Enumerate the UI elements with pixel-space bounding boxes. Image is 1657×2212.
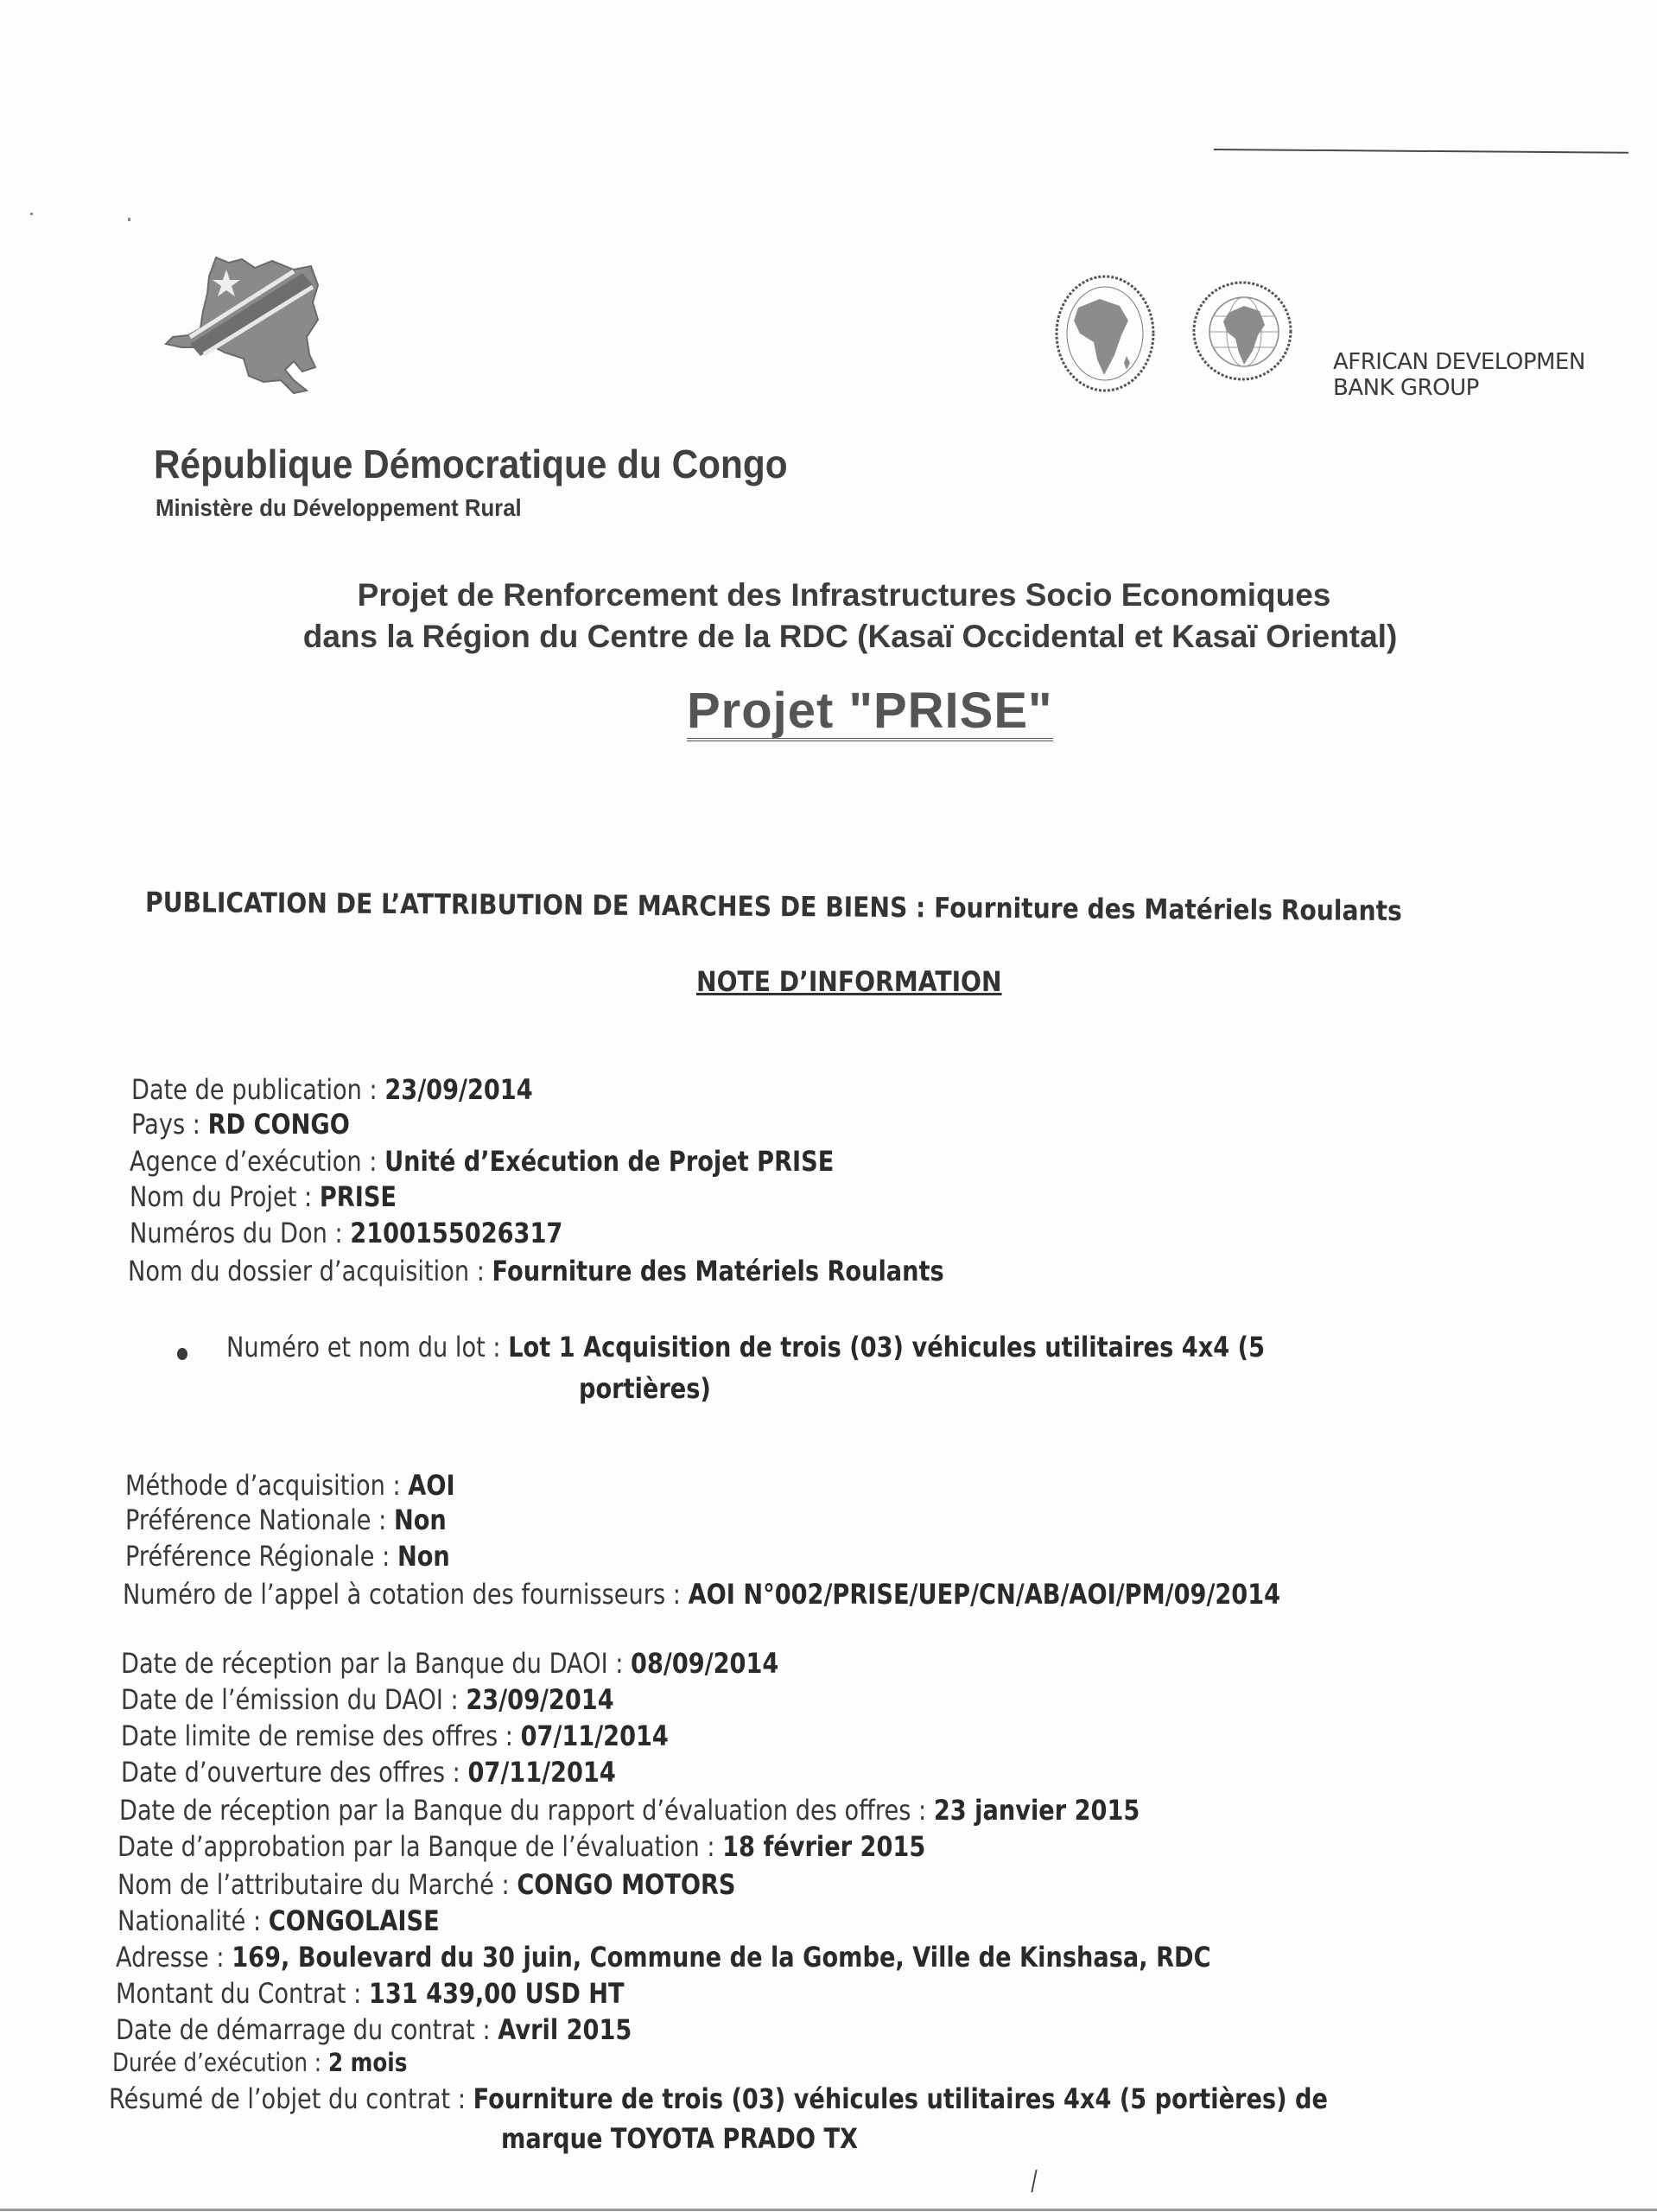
field-pays: Pays : RD CONGO <box>131 1108 350 1141</box>
project-name-heading: Projet "PRISE" <box>687 684 1053 741</box>
page-edge-rule <box>0 2209 1657 2211</box>
afdb-wordmark <box>1333 349 1585 401</box>
afdb-seal-icon <box>1052 273 1158 394</box>
field-pref-regionale: Préférence Régionale : Non <box>125 1540 450 1573</box>
ministry-name: Ministère du Développement Rural <box>156 494 522 521</box>
field-methode: Méthode d’acquisition : AOI <box>125 1469 455 1502</box>
field-nom-projet: Nom du Projet : PRISE <box>130 1180 397 1213</box>
field-numero-don: Numéros du Don : 2100155026317 <box>130 1217 563 1249</box>
field-nationalite: Nationalité : CONGOLAISE <box>117 1904 440 1937</box>
field-attributaire: Nom de l’attributaire du Marché : CONGO MOTORS <box>117 1868 736 1901</box>
scan-speck <box>30 213 33 215</box>
project-title-line1: Projet de Renforcement des Infrastructures Socio Economiques <box>357 577 1331 613</box>
field-duree: Durée d’exécution : 2 mois <box>112 2048 408 2077</box>
field-agence: Agence d’exécution : Unité d’Exécution de Projet PRISE <box>130 1145 835 1178</box>
adf-globe-seal-icon <box>1190 275 1294 387</box>
field-dossier: Nom du dossier d’acquisition : Fourniture des Matériels Roulants <box>128 1255 944 1287</box>
afdb-line2: BANK GROUP <box>1333 375 1479 401</box>
field-pref-nationale: Préférence Nationale : Non <box>125 1503 447 1536</box>
pen-mark: ⁄ <box>1027 2167 1042 2197</box>
note-title: NOTE D’INFORMATION <box>696 965 1002 998</box>
field-adresse: Adresse : 169, Boulevard du 30 juin, Commune de la Gombe, Ville de Kinshasa, RDC <box>116 1941 1211 1974</box>
field-ouverture-offres: Date d’ouverture des offres : 07/11/2014 <box>121 1756 616 1789</box>
field-lot: Numéro et nom du lot : Lot 1 Acquisition de trois (03) véhicules utilitaires 4x4 (5 <box>226 1331 1266 1363</box>
publication-title: PUBLICATION DE L’ATTRIBUTION DE MARCHES DE BIENS : Fourniture des Matériels Roulants <box>144 886 1402 928</box>
scan-speck <box>128 218 130 221</box>
field-resume: Résumé de l’objet du contrat : Fourniture de trois (03) véhicules utilitaires 4x4 (5 portières) de <box>109 2082 1328 2115</box>
drc-map-flag-icon <box>164 251 328 397</box>
afdb-line1: AFRICAN DEVELOPMEN <box>1333 349 1585 375</box>
bullet-icon <box>177 1348 187 1360</box>
field-emission-daoi: Date de l’émission du DAOI : 23/09/2014 <box>121 1683 614 1716</box>
field-numero-appel: Numéro de l’appel à cotation des fournisseurs : AOI N°002/PRISE/UEP/CN/AB/AOI/PM/09/2014 <box>123 1578 1281 1611</box>
top-rule <box>1214 149 1628 154</box>
field-resume-continued: marque TOYOTA PRADO TX <box>501 2122 859 2155</box>
field-approbation: Date d’approbation par la Banque de l’évaluation : 18 février 2015 <box>117 1830 926 1863</box>
field-montant: Montant du Contrat : 131 439,00 USD HT <box>116 1977 625 2010</box>
field-demarrage: Date de démarrage du contrat : Avril 2015 <box>116 2013 632 2046</box>
field-reception-daoi: Date de réception par la Banque du DAOI : 08/09/2014 <box>121 1647 779 1680</box>
field-date-publication: Date de publication : 23/09/2014 <box>131 1073 533 1106</box>
project-title-line2: dans la Région du Centre de la RDC (Kasaï Occidental et Kasaï Oriental) <box>302 619 1398 654</box>
country-title: République Démocratique du Congo <box>154 442 788 486</box>
field-lot-continued: portières) <box>579 1372 711 1405</box>
field-reception-rapport: Date de réception par la Banque du rapport d’évaluation des offres : 23 janvier 2015 <box>119 1794 1140 1827</box>
field-limite-offres: Date limite de remise des offres : 07/11/2014 <box>121 1719 669 1752</box>
